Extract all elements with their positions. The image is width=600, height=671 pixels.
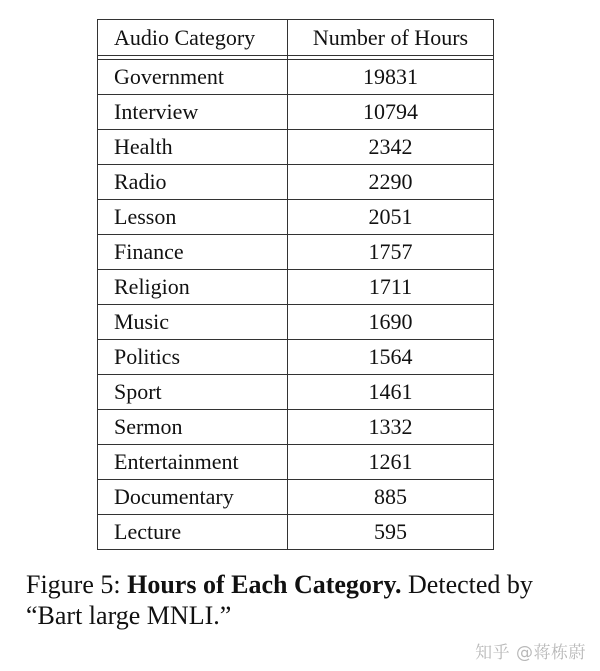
table-row xyxy=(98,445,494,480)
row-category: Radio xyxy=(98,165,288,200)
row-hours: 19831 xyxy=(288,60,494,95)
row-category: Entertainment xyxy=(98,445,288,480)
row-category: Health xyxy=(98,130,288,165)
row-category: Lecture xyxy=(98,515,288,550)
row-category: Sermon xyxy=(98,410,288,445)
table-header xyxy=(98,20,494,56)
table-row xyxy=(98,235,494,270)
row-hours: 1690 xyxy=(288,305,494,340)
table-row xyxy=(98,515,494,550)
header-audio-category: Audio Category xyxy=(98,20,288,56)
row-hours: 595 xyxy=(288,515,494,550)
row-category: Interview xyxy=(98,95,288,130)
table-row xyxy=(98,95,494,130)
table-body xyxy=(98,56,494,550)
row-hours: 10794 xyxy=(288,95,494,130)
watermark: 知乎 @蒋栋蔚 xyxy=(475,643,586,663)
row-hours: 2051 xyxy=(288,200,494,235)
row-hours: 885 xyxy=(288,480,494,515)
caption-bold-title: Hours of Each Category. xyxy=(127,570,402,599)
row-hours: 2290 xyxy=(288,165,494,200)
table-row xyxy=(98,410,494,445)
row-category: Religion xyxy=(98,270,288,305)
category-hours-table-container xyxy=(97,19,493,550)
row-hours: 1261 xyxy=(288,445,494,480)
row-hours: 1711 xyxy=(288,270,494,305)
row-hours: 1757 xyxy=(288,235,494,270)
table-row xyxy=(98,200,494,235)
row-category: Finance xyxy=(98,235,288,270)
row-category: Sport xyxy=(98,375,288,410)
figure-caption xyxy=(26,569,586,631)
row-category: Politics xyxy=(98,340,288,375)
caption-text: Detected by “Bart large MNLI.” xyxy=(26,570,533,630)
row-category: Government xyxy=(98,60,288,95)
row-category: Music xyxy=(98,305,288,340)
caption-label: Figure 5: xyxy=(26,570,121,599)
table-row xyxy=(98,60,494,95)
table-header-row xyxy=(98,20,494,56)
category-hours-table xyxy=(97,19,494,550)
row-hours: 1332 xyxy=(288,410,494,445)
table-row xyxy=(98,165,494,200)
table-row xyxy=(98,305,494,340)
row-category: Lesson xyxy=(98,200,288,235)
table-row xyxy=(98,130,494,165)
table-row xyxy=(98,340,494,375)
row-category: Documentary xyxy=(98,480,288,515)
row-hours: 1564 xyxy=(288,340,494,375)
table-row xyxy=(98,375,494,410)
row-hours: 2342 xyxy=(288,130,494,165)
header-number-of-hours: Number of Hours xyxy=(288,20,494,56)
table-row xyxy=(98,480,494,515)
table-row xyxy=(98,270,494,305)
row-hours: 1461 xyxy=(288,375,494,410)
